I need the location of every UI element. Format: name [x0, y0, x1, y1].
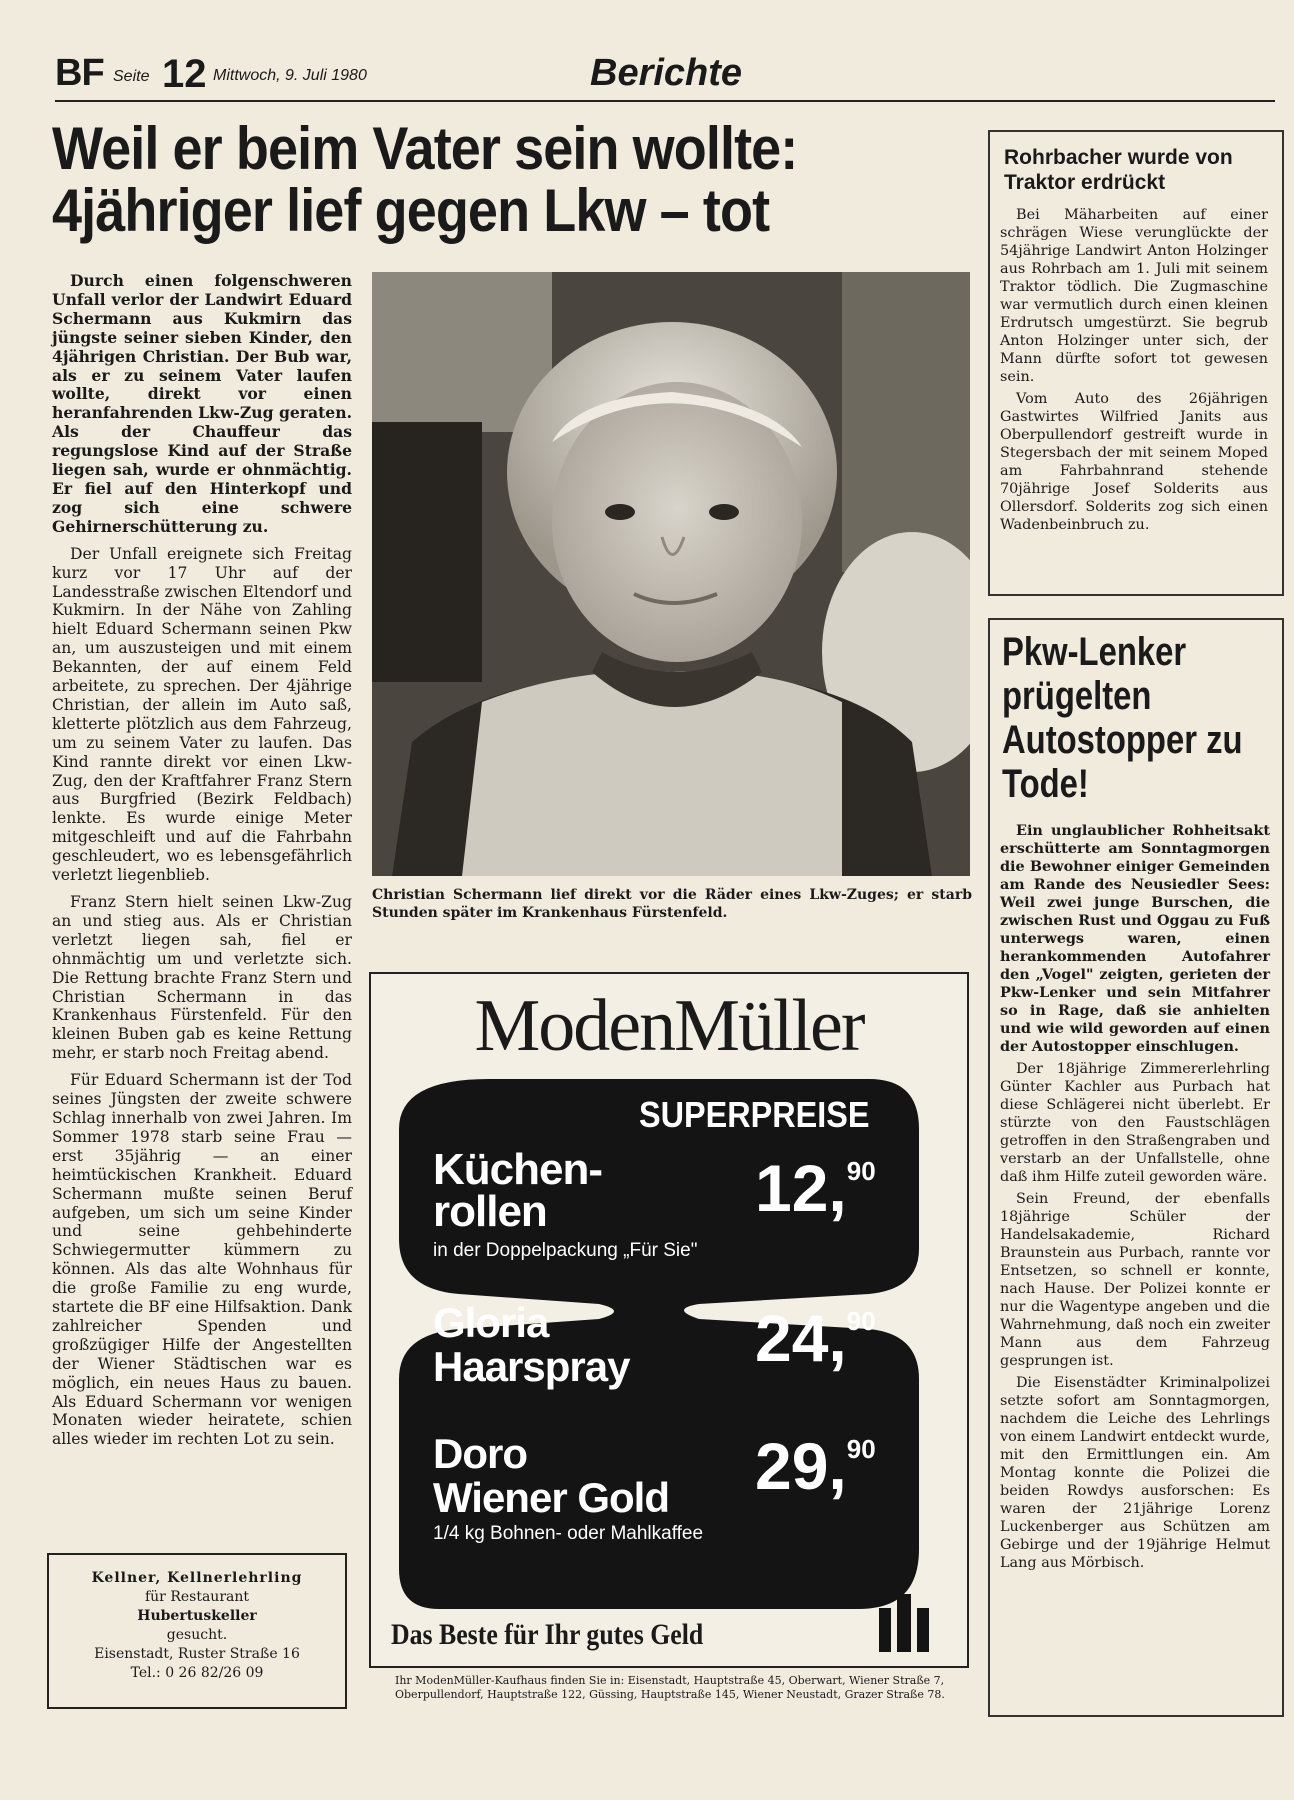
ad-item-kaffee-desc: 1/4 kg Bohnen- oder Mahlkaffee — [433, 1523, 704, 1544]
classified-line: Hubertuskeller — [137, 1608, 257, 1624]
ad-brand: ModenMüller — [474, 985, 864, 1067]
ad-store-locations: Ihr ModenMüller-Kaufhaus finden Sie in: Eisenstadt, Hauptstraße 45, Oberwart, Wiener Straße 7, Oberpullendorf, Hauptstraße 122, Güssing, Hauptstraße 145, Wiener Neustadt, Grazer Straße 78. — [395, 1674, 945, 1701]
ad-logo-icon — [879, 1594, 929, 1657]
child-photo-illustration — [372, 272, 970, 876]
child-photo — [372, 272, 970, 876]
side-article-body — [1000, 822, 1270, 1576]
main-article-body — [52, 272, 352, 1457]
side-article-body — [1000, 206, 1268, 538]
page-number: 12 — [162, 52, 207, 96]
main-headline — [52, 115, 862, 244]
moden-mueller-ad — [369, 972, 969, 1668]
ad-slogan: Das Beste für Ihr gutes Geld — [391, 1618, 704, 1651]
classified-line: für Restaurant — [144, 1589, 250, 1605]
classified-title: Kellner, Kellnerlehrling — [91, 1570, 303, 1586]
main-article-paragraph: Der Unfall ereignete sich Freitag kurz vor 17 Uhr auf der Landesstraße zwischen Eltendorf und Kukmirn. In der Nähe von Zahling hielt Eduard Schermann seinen Pkw an, um auszusteigen und mit einem Bekannten, der auf einem Feld arbeitete, zu sprechen. Der 4jährige Christian, der allein im Auto saß, kletterte plötzlich aus dem Fahrzeug, um zu seinem Vater zu laufen. Das Kind rannte direkt vor einen Lkw-Zug, den der Kraftfahrer Franz Stern aus Burgfried (Bezirk Feldbach) lenkte. Es wurde einige Meter mitgeschleift und auf die Fahrbahn geschleudert, wo es lebensgefährlich verletzt liegenblieb. — [52, 544, 352, 885]
section-title: Berichte — [590, 52, 743, 94]
main-headline-line2: 4jähriger lief gegen Lkw – tot — [52, 177, 770, 244]
ad-item-haarspray: Gloria Haarspray — [433, 1299, 630, 1390]
side-article-headline-large: Pkw-Lenker prügelten Autostopper zu Tode! — [1002, 630, 1243, 806]
ad-badge: SUPERPREISE — [639, 1094, 870, 1135]
side-article-paragraph: Vom Auto des 26jährigen Gastwirtes Wilfried Janits aus Oberpullendorf gestreift wurde in Stegersbach der mit seinem Moped am Fahrbahnrand stehende 70jährige Josef Solderits aus Ollersdorf. Solderits zog sich einen Wadenbeinbruch zu. — [1000, 391, 1268, 533]
side-article-paragraph: Bei Mäharbeiten auf einer schrägen Wiese verunglückte der 54jährige Landwirt Anton Holzinger aus Rohrbach am 1. Juli mit seinem Traktor tödlich. Die Zugmaschine war vermutlich durch einen kleinen Erdrutsch umgestürzt. Sie begrub Anton Holzinger unter sich, der Mann dürfte sofort tot gewesen sein. — [1000, 207, 1268, 385]
classified-ad — [47, 1553, 347, 1709]
issue-date: Mittwoch, 9. Juli 1980 — [213, 67, 367, 84]
classified-address: Eisenstadt, Ruster Straße 16 — [94, 1646, 300, 1662]
ad-item-kuechenrollen-desc: in der Doppelpackung „Für Sie" — [433, 1240, 698, 1261]
side-article-lead: Ein unglaublicher Rohheitsakt erschütterte am Sonntagmorgen die Bewohner einiger Gemeinden am Rande des Neusiedler Sees: Weil zwei junge Burschen, die zwischen Rust und Oggau zu Fuß unterwegs waren, einen herankommenden Autofahrer den „Vogel" zeigten, gerieten der Pkw-Lenker und sein Mitfahrer so in Rage, daß sie anhielten und wie wild geworden auf einen der Autostopper einschlugen. — [1000, 822, 1270, 1055]
side-article-headline: Rohrbacher wurde von Traktor erdrückt — [1004, 146, 1233, 194]
paper-logo: BF — [55, 52, 104, 94]
side-article-paragraph: Der 18jährige Zimmererlehrling Günter Kachler aus Purbach hat diese Schlägerei nicht überlebt. Er stürzte von den Faustschlägen getroffen in den Straßengraben und verstarb an der Unfallstelle, ohne daß ihm Hilfe zuteil geworden wäre. — [1000, 1061, 1270, 1185]
page-label: Seite — [113, 68, 150, 85]
ad-price-kuechenrollen: 12,90 — [755, 1151, 876, 1225]
ad-price-kaffee: 29,90 — [755, 1429, 876, 1503]
side-article-paragraph: Die Eisenstädter Kriminalpolizei setzte sofort am Sonntagmorgen, nachdem die Leiche des Lehrlings von einem Landwirt entdeckt wurde, mit den Ermittlungen ein. Am Montag konnte die Polizei die beiden Rowdys ausforschen: Es waren der 21jährige Lorenz Luckenberger aus Schützen am Gebirge und der 19jährige Helmut Lang aus Mörbisch. — [1000, 1375, 1270, 1571]
ad-price-haarspray: 24,90 — [755, 1301, 876, 1375]
photo-caption: Christian Schermann lief direkt vor die Räder eines Lkw-Zuges; er starb Stunden später im Krankenhaus Fürstenfeld. — [372, 887, 972, 921]
main-article-paragraph: Franz Stern hielt seinen Lkw-Zug an und stieg aus. Als er Christian verletzt liegen sah, fiel er ohnmächtig um und verletzte sich. Die Rettung brachte Franz Stern und Christian Schermann in das Krankenhaus Fürstenfeld. Für den kleinen Buben gab es keine Rettung mehr, er starb noch Freitag abend. — [52, 893, 352, 1063]
main-article-lead: Durch einen folgenschweren Unfall verlor der Landwirt Eduard Schermann aus Kukmirn das jüngste seiner sieben Kinder, den 4jährigen Christian. Der Bub war, als er zu seinem Vater laufen wollte, direkt vor einen heranfahrenden Lkw-Zug geraten. Als der Chauffeur das regungslose Kind auf der Straße liegen sah, wurde er ohnmächtig. Er fiel auf den Hinterkopf und zog sich eine schwere Gehirnerschütterung zu. — [52, 271, 352, 536]
main-headline-line1: Weil er beim Vater sein wollte: — [52, 115, 798, 182]
ad-item-kaffee: Doro Wiener Gold — [433, 1430, 669, 1521]
masthead — [55, 50, 1275, 102]
main-article-paragraph: Für Eduard Schermann ist der Tod seines Jüngsten der zweite schwere Schlag innerhalb von zwei Jahren. Im Sommer 1978 starb seine Frau — erst 35jährig — an einer heimtückischen Krankheit. Eduard Schermann mußte seinen Beruf aufgeben, um sich um seine Kinder und seine gehbehinderte Schwiegermutter kümmern zu können. Als das alte Wohnhaus für die große Familie zu eng wurde, startete die BF eine Hilfsaktion. Dank zahlreicher Spenden und großzügiger Hilfe der Angestellten der Wiener Städtischen war es möglich, ein neues Haus zu bauen. Als Eduard Schermann vor wenigen Monaten wieder heiratete, schien alles wieder im rechten Lot zu sein. — [52, 1071, 352, 1449]
classified-line: gesucht. — [166, 1627, 228, 1643]
side-article-paragraph: Sein Freund, der ebenfalls 18jährige Schüler der Handelsakademie, Richard Braunstein aus Purbach, rannte vor Entsetzen, so schnell er konnte, nach Hause. Der Polizei konnte er nur die Wagentype angeben und die Wahrnehmung, daß noch ein zweiter Mann aus dem Fahrzeug gesprungen ist. — [1000, 1191, 1270, 1369]
classified-phone: Tel.: 0 26 82/26 09 — [130, 1665, 264, 1681]
ad-item-kuechenrollen: Küchen- rollen — [433, 1145, 602, 1236]
